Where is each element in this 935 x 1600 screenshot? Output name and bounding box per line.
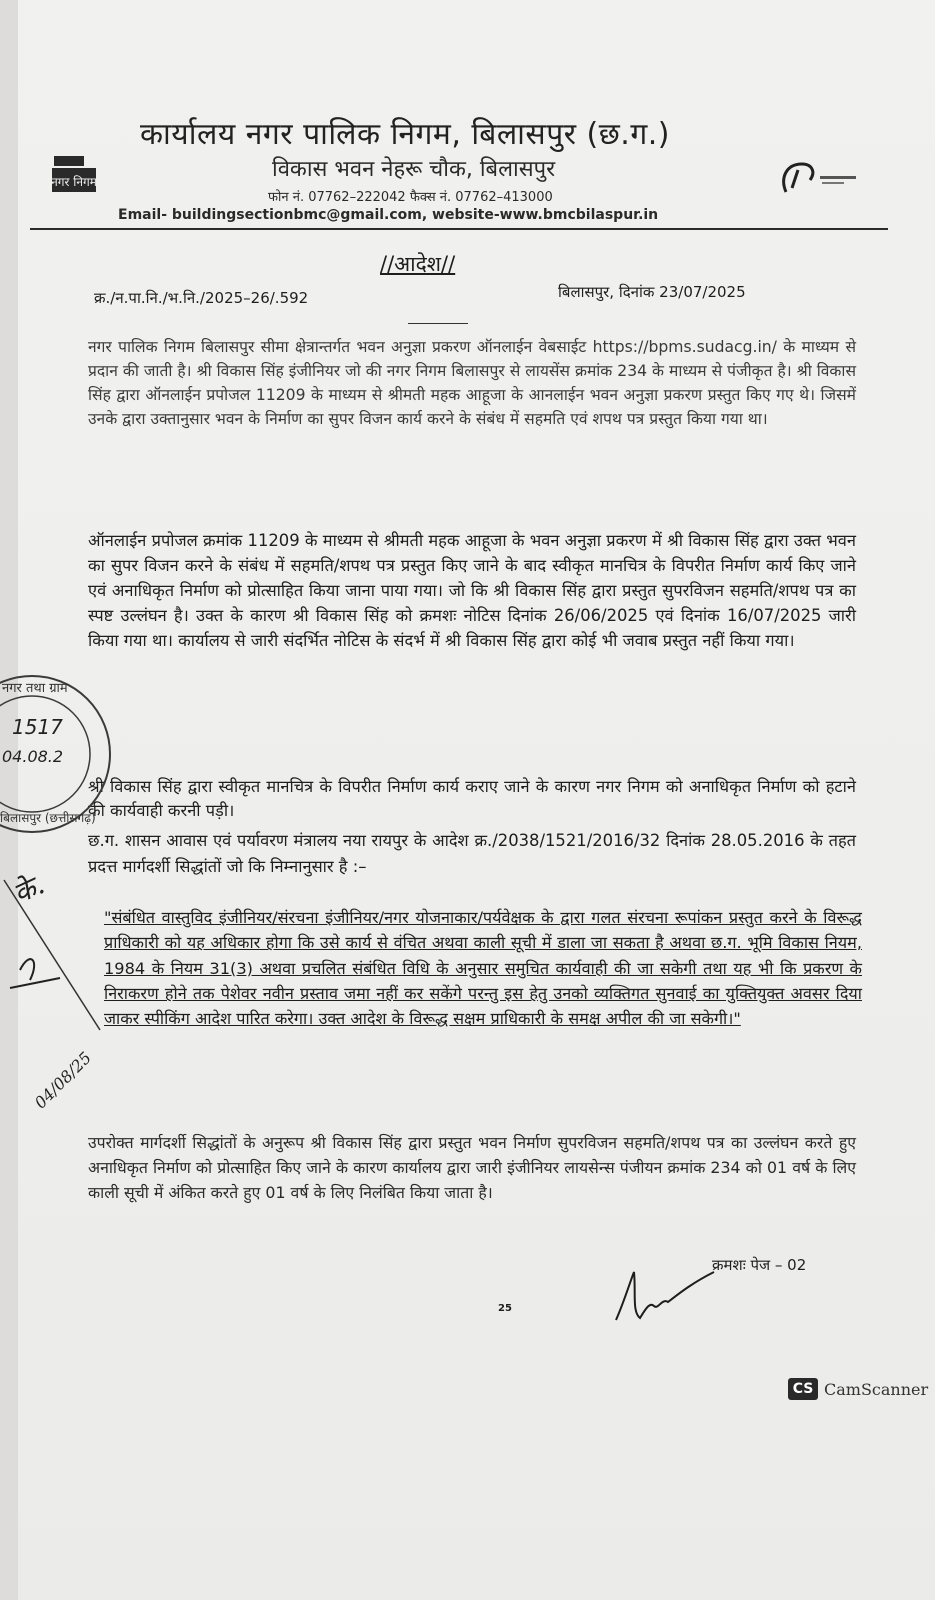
corporation-emblem-icon: [778, 158, 868, 198]
heading-divider: [408, 323, 468, 324]
office-title: कार्यालय नगर पालिक निगम, बिलासपुर (छ.ग.): [140, 117, 670, 152]
nagar-nigam-logo-icon: [50, 150, 102, 196]
margin-note-line2: 04/08/25: [30, 1048, 96, 1110]
office-phone: फोन नं. 07762–222042 फैक्स नं. 07762–413000: [268, 190, 553, 205]
paragraph-5: उपरोक्त मार्गदर्शी सिद्धांतों के अनुरूप श्री विकास सिंह द्वारा प्रस्तुत भवन निर्माण सुपरविजन सहमति/शपथ पत्र का उल्लंघन करते हुए अनाधिकृत निर्माण को प्रोत्साहित किए जाने के कारण कार्यालय द्वारा जारी इंजीनियर लायसेन्स पंजीयन क्रमांक 234 को 01 वर्ष के लिए काली सूची में अंकित करते हुए 01 वर्ष के लिए निलंबित किया जाता है।: [88, 1133, 856, 1202]
stamp-ring-text: नगर तथा ग्राम: [2, 681, 68, 696]
office-stamp: [0, 670, 118, 840]
office-address: विकास भवन नेहरू चौक, बिलासपुर: [272, 157, 556, 182]
paragraph-2: ऑनलाईन प्रपोजल क्रमांक 11209 के माध्यम से श्रीमती महक आहूजा के भवन अनुज्ञा प्रकरण में श्री विकास सिंह द्वारा उक्त भवन का सुपर विजन करने के संबंध में सहमति/शपथ पत्र प्रस्तुत किए जाने के बाद स्वीकृत मानचित्र के विपरीत निर्माण कार्य किए जाने एवं अनाधिकृत निर्माण को प्रोत्साहित किया जाना पाया गया। जो कि श्री विकास सिंह द्वारा प्रस्तुत सुपरविजन सहमति/शपथ पत्र का स्पष्ट उल्लंघन है। उक्त के कारण श्री विकास सिंह को क्रमशः नोटिस दिनांक 26/06/2025 एवं दिनांक 16/07/2025 जारी किया गया था। कार्यालय से जारी संदर्भित नोटिस के संदर्भ में श्री विकास सिंह द्वारा कोई भी जवाब प्रस्तुत नहीं किया गया।: [88, 531, 856, 650]
order-heading: //आदेश//: [380, 252, 456, 276]
camscanner-text: CamScanner: [824, 1379, 929, 1399]
stamp-number: 1517: [12, 715, 63, 739]
header-divider: [30, 228, 888, 230]
paragraph-3: श्री विकास सिंह द्वारा स्वीकृत मानचित्र के विपरीत निर्माण कार्य कराए जाने के कारण नगर निगम को अनाधिकृत निर्माण को हटाने की कार्यवाही करनी पड़ी।: [88, 777, 856, 820]
stamp-date: 04.08.2: [2, 747, 64, 766]
camscanner-logo-icon: CS: [788, 1378, 818, 1400]
continued-on-page: क्रमशः पेज – 02: [712, 1256, 807, 1274]
signature-icon: [610, 1262, 720, 1332]
reference-number: क्र./न.पा.नि./भ.नि./2025–26/.592: [94, 289, 309, 307]
page-number: 25: [498, 1303, 512, 1314]
handwritten-margin-note: [0, 860, 110, 1110]
camscanner-watermark: [788, 1378, 928, 1400]
order-date: बिलासपुर, दिनांक 23/07/2025: [558, 283, 746, 301]
logo-text: नगर निगम: [51, 175, 97, 189]
stamp-ring-text-bottom: बिलासपुर (छत्तीसगढ़): [0, 811, 96, 825]
paragraph-4: छ.ग. शासन आवास एवं पर्यावरण मंत्रालय नया रायपुर के आदेश क्र./2038/1521/2016/32 दिनांक 28.05.2016 के तहत प्रदत्त मार्गदर्शी सिद्धांतों जो कि निम्नानुसार है :–: [88, 831, 856, 876]
quoted-guideline: "संबंधित वास्तुविद इंजीनियर/संरचना इंजीनियर/नगर योजनाकार/पर्यवेक्षक के द्वारा गलत संरचना रूपांकन प्रस्तुत करने के विरूद्ध प्राधिकारी को यह अधिकार होगा कि उसे कार्य से वंचित अथवा काली सूची में डाला जा सकता है अथवा छ.ग. भूमि विकास नियम, 1984 के नियम 31(3) अथवा प्रचलित संबंधित विधि के अनुसार समुचित कार्यवाही की जा सकेगी तथा यह भी कि प्रकरण के निराकरण होने तक पेशेवर नवीन प्रस्ताव जमा नहीं कर सकेंगे परन्तु इस हेतु उनको व्यक्तिगत सुनवाई का युक्तियुक्त अवसर दिया जाकर स्पीकिंग आदेश पारित करेगा। उक्त आदेश के विरूद्ध सक्षम प्राधिकारी के समक्ष अपील की जा सकेगी।": [104, 908, 862, 1029]
margin-note-line1: के.: [7, 867, 50, 911]
paragraph-1: नगर पालिक निगम बिलासपुर सीमा क्षेत्रान्तर्गत भवन अनुज्ञा प्रकरण ऑनलाईन वेबसाईट https://bpms.sudacg.in/ के माध्यम से प्रदान की जाती है। श्री विकास सिंह इंजीनियर जो की नगर निगम बिलासपुर से लायसेंस क्रमांक 234 के माध्यम से पंजीकृत है। श्री विकास सिंह द्वारा ऑनलाईन प्रपोजल 11209 के माध्यम से श्रीमती महक आहूजा के आनलाईन भवन अनुज्ञा प्रकरण प्रस्तुत किए गए थे। जिसमें उनके द्वारा उक्तानुसार भवन के निर्माण का सुपर विजन कार्य करने के संबंध में सहमति एवं शपथ पत्र प्रस्तुत किया गया था।: [88, 338, 856, 428]
office-email-website: Email- buildingsectionbmc@gmail.com, website-www.bmcbilaspur.in: [118, 207, 659, 223]
